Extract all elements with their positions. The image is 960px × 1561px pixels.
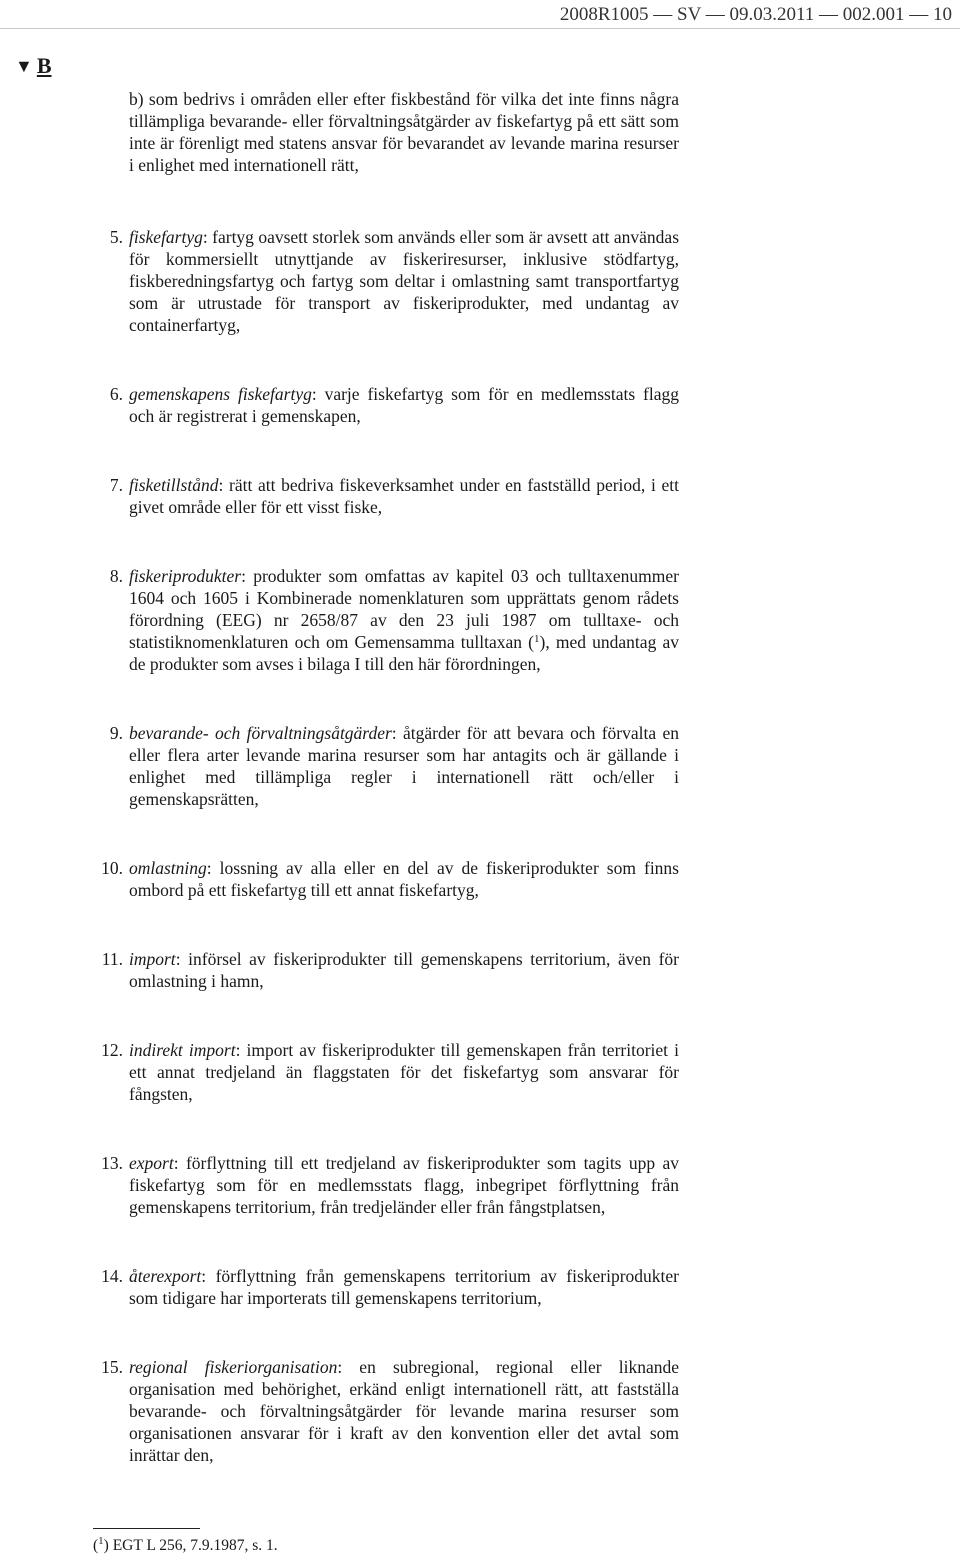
definition-number: 9.	[109, 723, 123, 743]
definition-item	[0, 474, 679, 518]
definition-text: : produkter som omfattas av kapitel 03 och tulltaxenummer 1604 och 1605 i Kombinerade nomenklaturen som upprättats genom rådets förordning (EEG) nr 2658/87 av den 23 juli 1987 om tulltaxe- och statistiknomenklaturen och om Gemensamma tulltaxan (	[129, 566, 679, 652]
definition-text: : förflyttning till ett tredjeland av fiskeriprodukter som tagits upp av fiskefartyg som för en medlemsstats flagg, inbegripet förflyttning från gemenskapens territorium, från tredjeländer eller från fångstplatsen,	[129, 1153, 679, 1217]
definition-number: 15.	[101, 1357, 123, 1377]
header-divider	[0, 28, 960, 29]
definition-term: bevarande- och förvaltningsåtgärder	[129, 723, 392, 743]
definition-term: fiskefartyg	[129, 227, 203, 247]
definition-text: : förflyttning från gemenskapens territorium av fiskeriprodukter som tidigare har importerats till gemenskapens territorium,	[129, 1266, 679, 1308]
footnote-text: EGT L 256, 7.9.1987, s. 1.	[112, 1537, 278, 1554]
amendment-marker	[15, 53, 52, 79]
definition-term: återexport	[129, 1266, 202, 1286]
definition-term: fiskeriprodukter	[129, 566, 242, 586]
definitions-list	[0, 226, 960, 1466]
definition-number: 14.	[101, 1266, 123, 1286]
definition-item	[0, 226, 679, 336]
definition-number: 11.	[101, 949, 123, 969]
definition-item	[0, 565, 679, 675]
definition-item	[0, 1039, 679, 1105]
definition-term: import	[129, 949, 176, 969]
document-reference: 2008R1005 — SV — 09.03.2011 — 002.001 — 10	[559, 4, 952, 25]
definition-text: : införsel av fiskeriprodukter till gemenskapens territorium, även för omlastning i hamn,	[129, 949, 679, 991]
footnote-mark: 1	[98, 1535, 104, 1547]
definition-number: 6.	[109, 384, 123, 404]
triangle-down-icon: ▼	[15, 56, 33, 76]
definition-number: 5.	[109, 227, 123, 247]
definition-item	[0, 948, 679, 992]
definition-number: 7.	[109, 475, 123, 495]
definition-text: : en subregional, regional eller liknande organisation med behörighet, erkänd enligt internationell rätt, att fastställa bevarande- och förvaltningsåtgärder för levande marina resurser som organisationen ansvarar för i kraft av den konvention eller det avtal som inrättar den,	[129, 1357, 679, 1465]
definition-item	[0, 1152, 679, 1218]
definition-text: : import av fiskeriprodukter till gemenskapen från territoriet i ett annat tredjeland än flaggstaten för det fiskefartyg som ansvarar för fångsten,	[129, 1040, 679, 1104]
definition-text: : fartyg oavsett storlek som används eller som är avsett att användas för kommersiellt utnyttjande av fiskeriresurser, inklusive stödfartyg, fiskberedningsfartyg och fartyg som deltar i omlastning samt transportfartyg som är utrustade för transport av fiskeriprodukter, med undantag av containerfartyg,	[129, 227, 679, 335]
definition-text: : rätt att bedriva fiskeverksamhet under en fastställd period, i ett givet område eller för ett visst fiske,	[129, 475, 679, 517]
definition-number: 13.	[101, 1153, 123, 1173]
definition-term: export	[129, 1153, 174, 1173]
definition-number: 10.	[101, 858, 123, 878]
list-item-b	[0, 88, 679, 176]
footnote-divider	[93, 1528, 200, 1529]
definition-term: indirekt import	[129, 1040, 236, 1060]
definition-number: 8.	[109, 566, 123, 586]
definition-text-continued: ), med undantag av de produkter som avses i bilaga I till den här förordningen,	[129, 632, 679, 674]
definition-term: fisketillstånd	[129, 475, 219, 495]
footnote: ($^1$) EGT L 256, 7.9.1987, s. 1.	[93, 1535, 278, 1554]
definition-item	[0, 383, 679, 427]
definition-item	[0, 1356, 679, 1466]
definition-text: : lossning av alla eller en del av de fiskeriprodukter som finns ombord på ett fiskefartyg till ett annat fiskefartyg,	[129, 858, 679, 900]
definition-term: regional fiskeriorganisation	[129, 1357, 338, 1377]
definition-term: omlastning	[129, 858, 207, 878]
definition-term: gemenskapens fiskefartyg	[129, 384, 312, 404]
definition-text: : åtgärder för att bevara och förvalta en eller flera arter levande marina resurser som har antagits och är gällande i enlighet med tillämpliga regler i internationell rätt och/eller i gemenskapsrätten,	[129, 723, 679, 809]
definition-item	[0, 1265, 679, 1309]
document-body	[0, 88, 960, 1513]
list-item-b-text: b) som bedrivs i områden eller efter fiskbestånd för vilka det inte finns några tillämpliga bevarande- eller förvaltningsåtgärder av fiskefartyg på ett sätt som inte är förenligt med statens ansvar för bevarandet av levande marina resurser i enlighet med internationell rätt,	[129, 89, 679, 175]
definition-text: : varje fiskefartyg som för en medlemsstats flagg och är registrerat i gemenskapen,	[129, 384, 680, 426]
definition-item	[0, 857, 679, 901]
definition-number: 12.	[101, 1040, 123, 1060]
definition-item	[0, 722, 679, 810]
footnote-reference: 1	[534, 633, 540, 645]
amendment-marker-letter: B	[36, 53, 52, 78]
